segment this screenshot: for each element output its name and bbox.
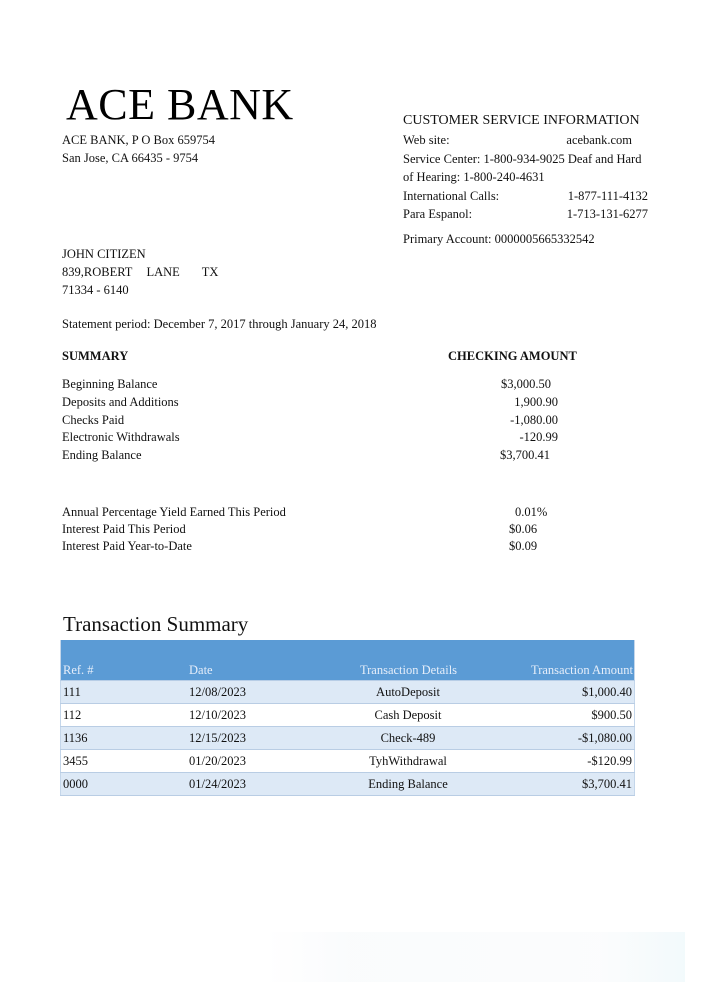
cell-details: Ending Balance <box>331 773 485 796</box>
column-header-ref: Ref. # <box>61 640 184 681</box>
cell-details: Cash Deposit <box>331 704 485 727</box>
column-header-amount: Transaction Amount <box>485 640 635 681</box>
street-number: 839,ROBERT <box>62 265 133 279</box>
para-espanol-label: Para Espanol: <box>403 207 473 221</box>
summary-label: Deposits and Additions <box>62 394 179 409</box>
cell-date: 01/20/2023 <box>183 750 331 773</box>
summary-label: Ending Balance <box>62 448 142 463</box>
cell-date: 12/10/2023 <box>183 704 331 727</box>
cell-ref: 1136 <box>61 727 184 750</box>
interest-label: Annual Percentage Yield Earned This Period <box>62 505 286 519</box>
bank-address <box>62 131 215 167</box>
cell-ref: 111 <box>61 681 184 704</box>
cell-amount: $900.50 <box>485 704 635 727</box>
customer-zip: 71334 - 6140 <box>62 283 129 297</box>
summary-value: -120.99 <box>519 430 558 445</box>
cell-amount: $1,000.40 <box>485 681 635 704</box>
customer-name: JOHN CITIZEN <box>62 247 146 261</box>
interest-value: $0.06 <box>509 522 538 537</box>
column-header-date: Date <box>183 640 331 681</box>
cell-ref: 0000 <box>61 773 184 796</box>
para-espanol-number: 1-713-131-6277 <box>566 207 648 221</box>
checking-amount-heading: CHECKING AMOUNT <box>448 349 577 363</box>
bank-address-line-2: San Jose, CA 66435 - 9754 <box>62 151 199 165</box>
table-row <box>61 704 635 727</box>
customer-service-title: CUSTOMER SERVICE INFORMATION <box>403 113 640 128</box>
interest-value: 0.01% <box>515 505 548 519</box>
cell-date: 01/24/2023 <box>183 773 331 796</box>
table-row <box>61 681 635 704</box>
column-header-details: Transaction Details <box>331 640 485 681</box>
cell-amount: $3,700.41 <box>485 773 635 796</box>
table-row <box>61 727 635 750</box>
interest-values <box>509 504 547 556</box>
customer-service-info <box>403 112 648 248</box>
transaction-table <box>60 640 635 796</box>
interest-value: $0.09 <box>509 539 538 554</box>
website-link[interactable]: acebank.com <box>566 133 632 147</box>
interest-label: Interest Paid This Period <box>62 522 186 537</box>
bank-name-title: ACE BANK <box>66 80 294 129</box>
customer-address <box>62 245 218 299</box>
transaction-summary-title: Transaction Summary <box>63 612 249 636</box>
customer-street <box>62 263 218 281</box>
cell-details: AutoDeposit <box>331 681 485 704</box>
interest-labels <box>62 504 286 556</box>
summary-label: Electronic Withdrawals <box>62 430 180 445</box>
summary-heading: SUMMARY <box>62 349 129 363</box>
faint-watermark-artifact <box>265 932 685 982</box>
summary-labels <box>62 376 180 465</box>
summary-label: Checks Paid <box>62 412 125 427</box>
website-label: Web site: <box>403 133 450 147</box>
international-calls-row <box>403 187 648 206</box>
cell-date: 12/15/2023 <box>183 727 331 750</box>
transaction-header-row <box>61 640 635 681</box>
primary-account: Primary Account: 0000005665332542 <box>403 231 595 246</box>
international-calls-number: 1-877-111-4132 <box>567 188 648 203</box>
summary-value: $3,000.50 <box>501 377 551 391</box>
cell-ref: 112 <box>61 704 184 727</box>
service-center-line-1: Service Center: 1-800-934-9025 Deaf and Hard <box>403 151 642 166</box>
cell-amount: -$120.99 <box>485 750 635 773</box>
street-name: LANE <box>146 265 180 279</box>
service-center-line-2: of Hearing: 1-800-240-4631 <box>403 170 545 184</box>
summary-values <box>440 376 558 465</box>
interest-label: Interest Paid Year-to-Date <box>62 539 192 554</box>
cell-details: TyhWithdrawal <box>331 750 485 773</box>
table-row <box>61 773 635 796</box>
para-espanol-row <box>403 205 648 224</box>
statement-period: Statement period: December 7, 2017 through January 24, 2018 <box>62 317 377 331</box>
bank-address-line-1: ACE BANK, P O Box 659754 <box>62 133 216 147</box>
summary-value: 1,900.90 <box>514 394 558 409</box>
cell-date: 12/08/2023 <box>183 681 331 704</box>
international-calls-label: International Calls: <box>403 188 500 203</box>
cell-amount: -$1,080.00 <box>485 727 635 750</box>
customer-state: TX <box>201 265 219 279</box>
cell-details: Check-489 <box>331 727 485 750</box>
summary-label: Beginning Balance <box>62 377 158 391</box>
summary-value: $3,700.41 <box>500 448 550 463</box>
table-row <box>61 750 635 773</box>
cell-ref: 3455 <box>61 750 184 773</box>
summary-value: -1,080.00 <box>510 412 558 427</box>
website-row <box>403 131 648 150</box>
